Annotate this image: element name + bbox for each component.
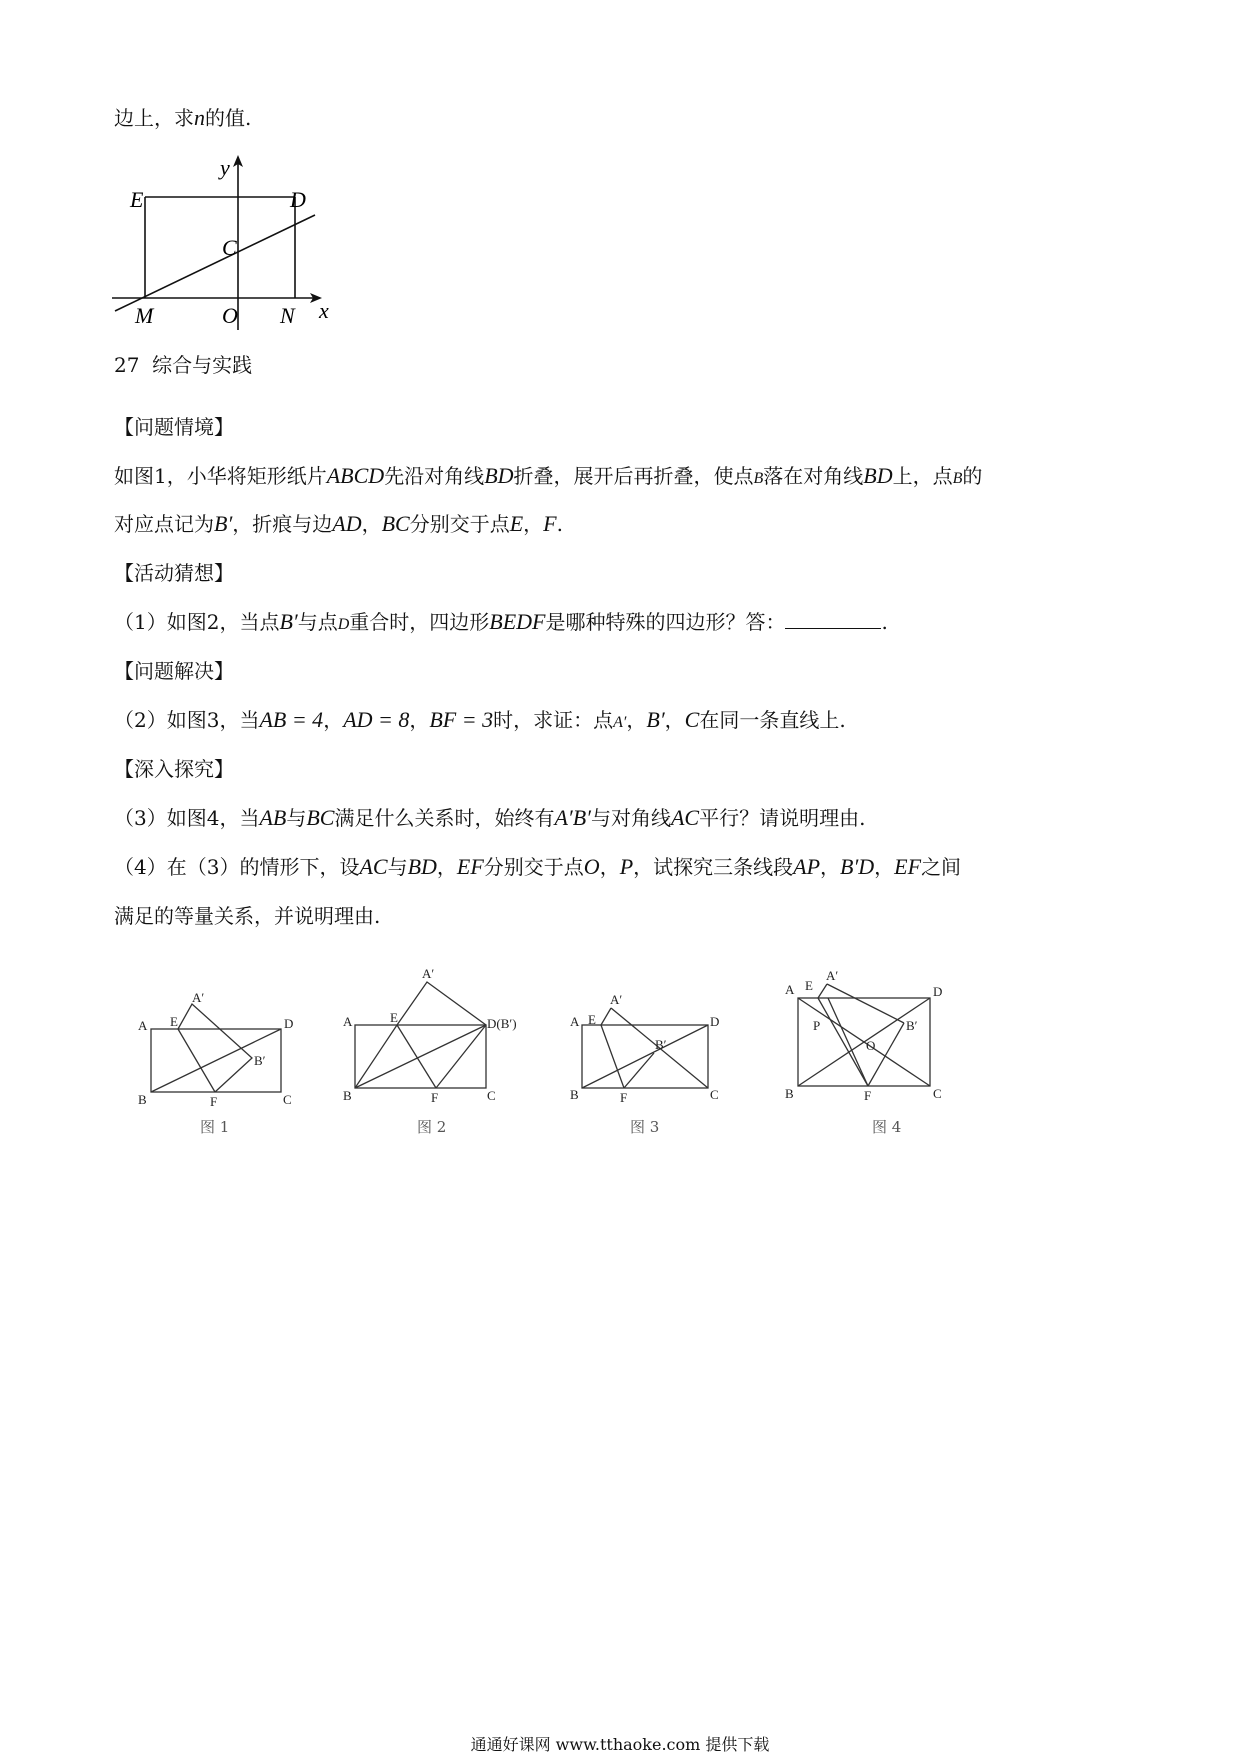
figure-2 bbox=[335, 960, 535, 1142]
math: AC bbox=[670, 805, 700, 830]
text: ， bbox=[323, 708, 344, 732]
math: BD bbox=[863, 463, 893, 488]
section-title bbox=[114, 656, 234, 686]
math: C bbox=[684, 707, 700, 732]
text: . bbox=[881, 610, 888, 634]
text: 边上，求 bbox=[114, 106, 194, 130]
label-C: C bbox=[283, 1092, 292, 1107]
figure-caption: 图 3 bbox=[630, 1118, 660, 1136]
label-O: O bbox=[866, 1038, 876, 1053]
text: （4）在（3）的情形下，设 bbox=[114, 855, 360, 879]
figure-caption: 图 2 bbox=[417, 1118, 447, 1136]
math: A′B′ bbox=[554, 805, 591, 830]
label-y: y bbox=[220, 155, 230, 180]
text: 是哪种特殊的四边形？答： bbox=[545, 610, 786, 634]
text: ， bbox=[599, 855, 620, 879]
var-n: n bbox=[194, 105, 205, 130]
section-label: 【问题情境】 bbox=[114, 415, 234, 439]
figure-caption: 图 1 bbox=[200, 1118, 230, 1136]
text: 之间 bbox=[921, 855, 962, 879]
math: ABCD bbox=[326, 463, 385, 488]
question-title: 综合与实践 bbox=[152, 353, 253, 377]
figure-caption: 图 4 bbox=[872, 1118, 902, 1136]
label-F: F bbox=[431, 1090, 439, 1105]
diagonal-BD bbox=[582, 1025, 708, 1088]
text: 与 bbox=[286, 806, 307, 830]
label-B: B bbox=[138, 1092, 147, 1107]
fold-EF bbox=[397, 1025, 436, 1088]
label-A: A bbox=[785, 982, 795, 997]
fold-line-inner bbox=[828, 998, 868, 1086]
text: 的 bbox=[962, 464, 983, 488]
text: ， bbox=[664, 708, 685, 732]
math: BD bbox=[407, 854, 437, 879]
math: O bbox=[583, 854, 600, 879]
text: ， bbox=[361, 512, 382, 536]
text: 在同一条直线上. bbox=[699, 708, 846, 732]
math: AD bbox=[332, 511, 362, 536]
text: 的值. bbox=[205, 106, 252, 130]
math: AC bbox=[359, 854, 388, 879]
question-3 bbox=[114, 803, 865, 833]
text: ， bbox=[874, 855, 895, 879]
math: AB = 4 bbox=[259, 707, 324, 732]
label-A: A bbox=[570, 1014, 580, 1029]
text: 如图1，小华将矩形纸片 bbox=[114, 464, 327, 488]
text: 时，求证：点 bbox=[493, 708, 614, 732]
text: ， bbox=[820, 855, 841, 879]
footer-text: 通通好课网 www.tthaoke.com 提供下载 bbox=[470, 1735, 770, 1754]
fold-EF bbox=[178, 1029, 215, 1092]
label-D: D bbox=[284, 1016, 294, 1031]
text: ，试探究三条线段 bbox=[633, 855, 794, 879]
question-number: 27 bbox=[114, 353, 140, 377]
figure-4 bbox=[780, 960, 970, 1142]
math: BC bbox=[306, 805, 335, 830]
text: . bbox=[556, 512, 563, 536]
math: E bbox=[509, 511, 524, 536]
text: ， bbox=[523, 512, 544, 536]
math: BC bbox=[381, 511, 410, 536]
math: AB bbox=[259, 805, 287, 830]
label-C: C bbox=[933, 1086, 942, 1101]
math: EF bbox=[456, 854, 484, 879]
text: （3）如图4，当 bbox=[114, 806, 260, 830]
text: 重合时，四边形 bbox=[349, 610, 490, 634]
math: B bbox=[753, 470, 764, 487]
section-label: 【活动猜想】 bbox=[114, 561, 234, 585]
label-E: E bbox=[170, 1014, 178, 1029]
math: AD = 8 bbox=[343, 707, 410, 732]
question-4-line2 bbox=[114, 901, 380, 931]
label-D-B-prime: D(B′) bbox=[487, 1016, 517, 1031]
label-A-prime: A′ bbox=[610, 992, 623, 1007]
text: ， bbox=[409, 708, 430, 732]
label-C: C bbox=[487, 1088, 496, 1103]
segment-FB-prime bbox=[624, 1053, 654, 1088]
label-M: M bbox=[135, 303, 154, 328]
label-P: P bbox=[813, 1018, 821, 1033]
math: BEDF bbox=[489, 609, 546, 634]
label-C: C bbox=[710, 1087, 719, 1102]
math: F bbox=[543, 511, 557, 536]
paragraph-line bbox=[114, 509, 563, 539]
text: ， bbox=[436, 855, 457, 879]
text: 平行？请说明理由. bbox=[699, 806, 866, 830]
text: 与点 bbox=[297, 610, 338, 634]
label-E: E bbox=[805, 978, 813, 993]
text: 满足的等量关系，并说明理由. bbox=[114, 904, 381, 928]
fold-EF bbox=[601, 1025, 624, 1088]
math: EF bbox=[894, 854, 922, 879]
segment-FB-prime bbox=[868, 1023, 904, 1086]
text: 先沿对角线 bbox=[384, 464, 485, 488]
text: （2）如图3，当 bbox=[114, 708, 260, 732]
label-A-prime: A′ bbox=[826, 968, 839, 983]
section-label: 【问题解决】 bbox=[114, 659, 234, 683]
figure-1 bbox=[130, 982, 305, 1142]
label-D: D bbox=[933, 984, 943, 999]
label-A: A bbox=[138, 1018, 148, 1033]
text: 落在对角线 bbox=[763, 464, 864, 488]
segment-A-prime-B-prime bbox=[827, 984, 904, 1023]
label-B-prime: B′ bbox=[655, 1037, 667, 1052]
text: 分别交于点 bbox=[409, 512, 510, 536]
label-F: F bbox=[620, 1090, 628, 1105]
section-title bbox=[114, 558, 234, 588]
segment-EA-prime bbox=[601, 1008, 611, 1025]
math: B′ bbox=[279, 609, 298, 634]
folded-part bbox=[397, 982, 486, 1025]
label-B: B bbox=[785, 1086, 794, 1101]
label-O: O bbox=[222, 303, 238, 328]
section-title bbox=[114, 754, 234, 784]
label-B: B bbox=[570, 1087, 579, 1102]
answer-blank[interactable] bbox=[785, 610, 881, 629]
text: 分别交于点 bbox=[483, 855, 584, 879]
segment-FD bbox=[436, 1025, 486, 1088]
label-B-prime: B′ bbox=[906, 1018, 918, 1033]
text: ，折痕与边 bbox=[232, 512, 333, 536]
label-D: D bbox=[710, 1014, 720, 1029]
label-B-prime: B′ bbox=[254, 1053, 266, 1068]
math: BD bbox=[484, 463, 514, 488]
math: B bbox=[952, 470, 963, 487]
question-1 bbox=[114, 607, 888, 640]
text: （1）如图2，当点 bbox=[114, 610, 280, 634]
question-heading bbox=[114, 350, 252, 380]
label-D: D bbox=[290, 187, 306, 212]
text: 对应点记为 bbox=[114, 512, 214, 536]
label-A: A bbox=[343, 1014, 353, 1029]
math: AP bbox=[793, 854, 821, 879]
label-F: F bbox=[210, 1094, 218, 1109]
text: 满足什么关系时，始终有 bbox=[334, 806, 555, 830]
text: 与 bbox=[387, 855, 408, 879]
paragraph-line bbox=[114, 461, 982, 494]
text: 与对角线 bbox=[590, 806, 671, 830]
fold-EF bbox=[818, 998, 868, 1086]
math: D bbox=[337, 616, 350, 633]
continuation-line bbox=[114, 103, 251, 133]
segment-EA-prime bbox=[818, 984, 827, 998]
label-E: E bbox=[130, 187, 144, 212]
text: 折叠，展开后再折叠，使点 bbox=[513, 464, 754, 488]
section-title bbox=[114, 412, 234, 442]
math: BF = 3 bbox=[429, 707, 494, 732]
math: B′ bbox=[214, 511, 233, 536]
label-C: C bbox=[222, 235, 237, 260]
section-label: 【深入探究】 bbox=[114, 757, 234, 781]
label-N: N bbox=[280, 303, 295, 328]
text: ， bbox=[626, 708, 647, 732]
figure-3 bbox=[560, 982, 740, 1142]
math: A′ bbox=[613, 714, 627, 731]
text: 上，点 bbox=[892, 464, 953, 488]
diagonal-BD bbox=[355, 1025, 486, 1088]
math: B′ bbox=[646, 707, 665, 732]
math: P bbox=[619, 854, 634, 879]
label-A-prime: A′ bbox=[422, 966, 435, 981]
label-B: B bbox=[343, 1088, 352, 1103]
label-x: x bbox=[319, 298, 329, 323]
label-A-prime: A′ bbox=[192, 990, 205, 1005]
label-F: F bbox=[864, 1088, 872, 1103]
question-2 bbox=[114, 705, 846, 738]
coordinate-figure bbox=[110, 155, 350, 330]
label-E: E bbox=[390, 1010, 398, 1025]
question-4 bbox=[114, 852, 961, 882]
math: B′D bbox=[840, 854, 875, 879]
label-E: E bbox=[588, 1012, 596, 1027]
